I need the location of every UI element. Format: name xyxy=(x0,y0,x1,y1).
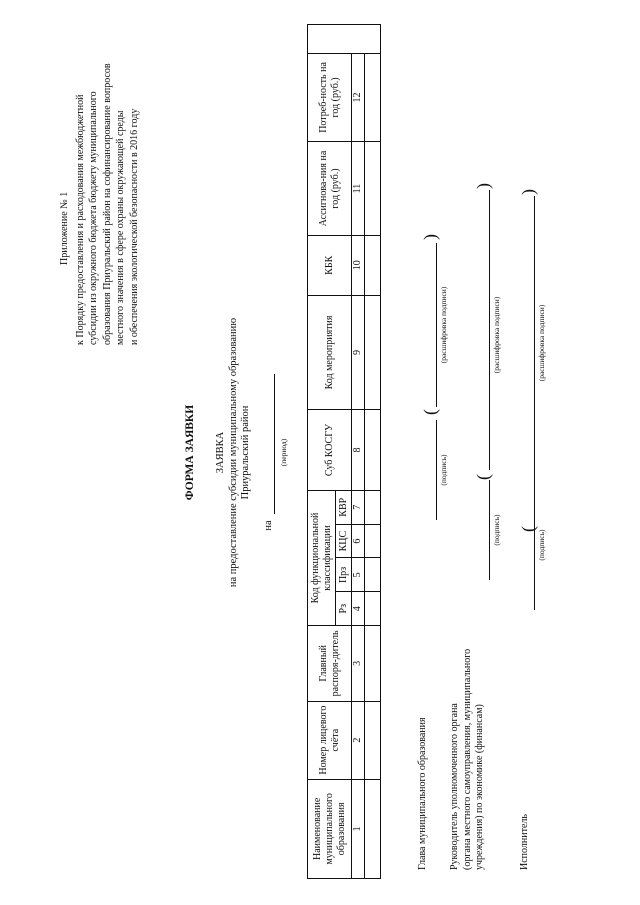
header-functional-code: Код функциональной классификации xyxy=(308,490,336,625)
head-signatory-label: Глава муниципального образования xyxy=(417,717,428,870)
column-number: 2 xyxy=(352,701,365,779)
header-kbk: КБК xyxy=(308,235,352,295)
official-signature-line xyxy=(489,480,490,580)
column-number: 10 xyxy=(352,235,365,295)
header-allocations: Ассигнова-ния на год (руб.) xyxy=(308,142,352,236)
request-heading-block xyxy=(215,0,253,905)
form-title: ФОРМА ЗАЯВКИ xyxy=(184,404,196,501)
official-signature-caption: (подпись) xyxy=(492,514,501,546)
official-decoding-close-paren: ) xyxy=(473,183,493,189)
column-number: 12 xyxy=(352,53,365,141)
table-cell xyxy=(365,410,381,491)
request-line-2: Приуральский район xyxy=(240,405,251,500)
request-line-1: на предоставление субсидии муниципальному образованию xyxy=(227,317,239,588)
appendix-line: образования Приуральский район на софинансирование вопросов xyxy=(101,63,113,345)
column-number: 4 xyxy=(352,592,365,626)
period-prefix: на xyxy=(263,520,274,531)
head-decoding-line xyxy=(436,243,437,407)
header-prz: Прз xyxy=(336,558,352,592)
table-cell xyxy=(365,592,381,626)
column-number: 9 xyxy=(352,295,365,409)
head-signature-line xyxy=(436,420,437,520)
table-cell xyxy=(365,524,381,558)
request-heading: ЗАЯВКА xyxy=(215,431,226,474)
appendix-block xyxy=(58,63,141,345)
column-number: 5 xyxy=(352,558,365,592)
official-decoding-open-paren: ( xyxy=(473,474,493,480)
column-number-row xyxy=(352,25,365,879)
column-number: 6 xyxy=(352,524,365,558)
header-kcs: КЦС xyxy=(336,524,352,558)
header-need: Потреб-ность на год (руб.) xyxy=(308,53,352,141)
official-decoding-line xyxy=(489,190,490,470)
table-cell xyxy=(365,295,381,409)
period-blank xyxy=(263,374,275,514)
executor-decoding-line xyxy=(534,196,535,522)
official-label-line: учреждения) по экономике (финансам) xyxy=(474,704,485,870)
head-decoding-caption: (расшифровка подписи) xyxy=(439,286,448,364)
column-number: 7 xyxy=(352,490,365,524)
official-label-line: (органа местного самоуправления, муниципального xyxy=(461,648,473,870)
column-number: 3 xyxy=(352,626,365,701)
table-cell xyxy=(365,626,381,701)
appendix-title: Приложение № 1 xyxy=(59,191,70,265)
table-cell xyxy=(365,490,381,524)
header-municipality-name: Наименование муниципального образования xyxy=(308,779,352,878)
appendix-line: местного значения в сфере охраны окружающей среды xyxy=(115,110,126,345)
header-chief-manager: Главный распоря-дитель xyxy=(308,626,352,701)
appendix-line: субсидии из окружного бюджета бюджету муниципального xyxy=(88,91,99,345)
header-kosgu: Суб КОСГУ xyxy=(308,410,352,491)
column-number: 11 xyxy=(352,142,365,236)
appendix-line: к Порядку предоставления и расходования межбюджетной xyxy=(74,94,86,345)
period-caption: (период) xyxy=(279,438,288,467)
executor-signature-caption: (подпись) xyxy=(537,529,546,561)
official-decoding-caption: (расшифровка подписи) xyxy=(492,296,501,374)
executor-label: Исполнитель xyxy=(519,814,530,870)
column-number: 1 xyxy=(352,779,365,878)
header-kvr: КВР xyxy=(336,490,352,524)
official-signatory-label xyxy=(449,649,487,870)
head-signature-caption: (подпись) xyxy=(439,454,448,486)
header-rz: Рз xyxy=(336,592,352,626)
table-cell xyxy=(365,53,381,141)
table-cell xyxy=(365,701,381,779)
table-row xyxy=(365,25,381,879)
executor-decoding-caption: (расшифровка подписи) xyxy=(537,304,546,382)
table-cell xyxy=(365,235,381,295)
head-decoding-open-paren: ( xyxy=(420,409,440,415)
appendix-line: и обеспечения экологической безопасности в 2016 году xyxy=(128,108,140,345)
table-cell xyxy=(365,142,381,236)
table-cell xyxy=(365,558,381,592)
executor-decoding-open-paren: ( xyxy=(518,526,538,532)
period-line xyxy=(263,0,275,905)
official-label-line: Руководитель уполномоченного органа xyxy=(449,703,460,870)
header-event-code: Код мероприятия xyxy=(308,295,352,409)
header-account-number: Номер лицевого счёта xyxy=(308,701,352,779)
head-decoding-close-paren: ) xyxy=(420,234,440,240)
table-cell xyxy=(365,779,381,878)
column-number: 8 xyxy=(352,410,365,491)
request-table xyxy=(307,24,381,879)
executor-decoding-close-paren: ) xyxy=(518,189,538,195)
table-extra-column xyxy=(308,25,381,54)
